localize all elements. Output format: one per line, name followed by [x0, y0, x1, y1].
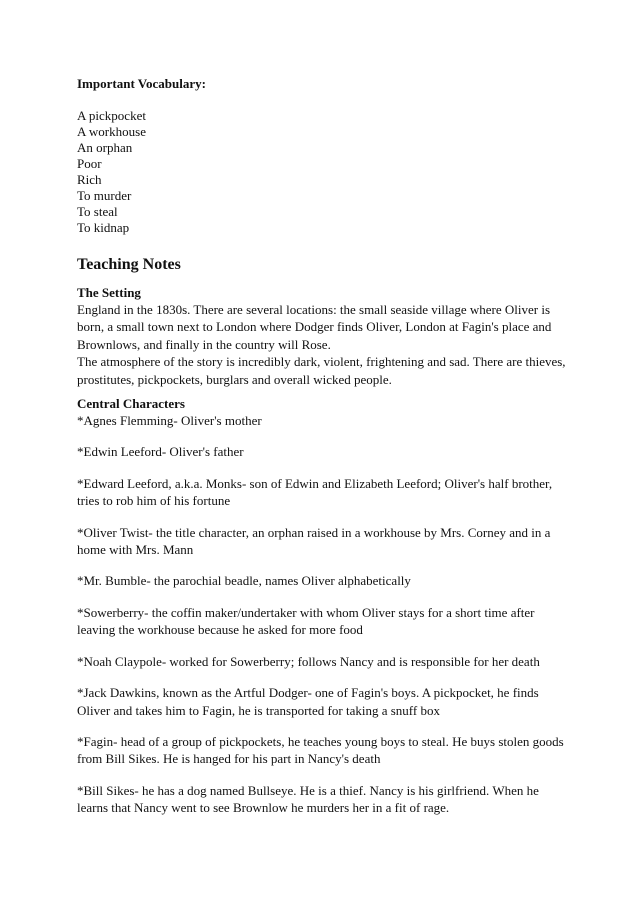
- character-entry: *Bill Sikes- he has a dog named Bullseye. He is a thief. Nancy is his girlfriend. When he learns that Nancy went to see Brownlow he murders her in a fit of rage.: [77, 782, 539, 816]
- setting-paragraph: England in the 1830s. There are several locations: the small seaside village where Oliver is born, a small town next to London where Dodger finds Oliver, London at Fagin's place and Brownlows, and finally in the country will Rose.: [77, 302, 552, 352]
- character-entry: *Oliver Twist- the title character, an orphan raised in a workhouse by Mrs. Corney and in a home with Mrs. Mann: [77, 524, 551, 558]
- vocabulary-item: To steal: [77, 204, 118, 219]
- character-entry: *Mr. Bumble- the parochial beadle, names Oliver alphabetically: [77, 573, 411, 589]
- vocabulary-item: To murder: [77, 188, 132, 203]
- character-list: [77, 412, 567, 817]
- vocabulary-item: A pickpocket: [77, 108, 146, 123]
- vocabulary-item: To kidnap: [77, 220, 130, 235]
- character-entry: *Edwin Leeford- Oliver's father: [77, 444, 244, 460]
- character-entry: *Sowerberry- the coffin maker/undertaker with whom Oliver stays for a short time after leaving the workhouse because he asked for more food: [77, 604, 535, 638]
- character-entry: *Noah Claypole- worked for Sowerberry; follows Nancy and is responsible for her death: [77, 653, 540, 669]
- character-entry: *Fagin- head of a group of pickpockets, he teaches young boys to steal. He buys stolen goods from Bill Sikes. He is hanged for his part in Nancy's death: [77, 733, 564, 767]
- vocabulary-list: [77, 108, 567, 236]
- vocabulary-item: Poor: [77, 156, 102, 171]
- teaching-notes-title: Teaching Notes: [77, 256, 181, 273]
- character-entry: *Agnes Flemming- Oliver's mother: [77, 413, 262, 429]
- setting-heading: The Setting: [77, 285, 141, 300]
- vocabulary-item: An orphan: [77, 140, 133, 155]
- vocabulary-heading: Important Vocabulary:: [77, 76, 206, 91]
- character-entry: *Edward Leeford, a.k.a. Monks- son of Edwin and Elizabeth Leeford; Oliver's half brother, tries to rob him of his fortune: [77, 475, 553, 509]
- characters-heading: Central Characters: [77, 396, 185, 412]
- vocabulary-item: Rich: [77, 172, 102, 187]
- vocabulary-item: A workhouse: [77, 124, 146, 139]
- document-page: [77, 76, 567, 831]
- character-entry: *Jack Dawkins, known as the Artful Dodger- one of Fagin's boys. A pickpocket, he finds Oliver and takes him to Fagin, he is transported for taking a snuff box: [77, 685, 539, 718]
- atmosphere-paragraph: The atmosphere of the story is incredibly dark, violent, frightening and sad. There are thieves, prostitutes, pickpockets, burglars and overall wicked people.: [77, 354, 566, 387]
